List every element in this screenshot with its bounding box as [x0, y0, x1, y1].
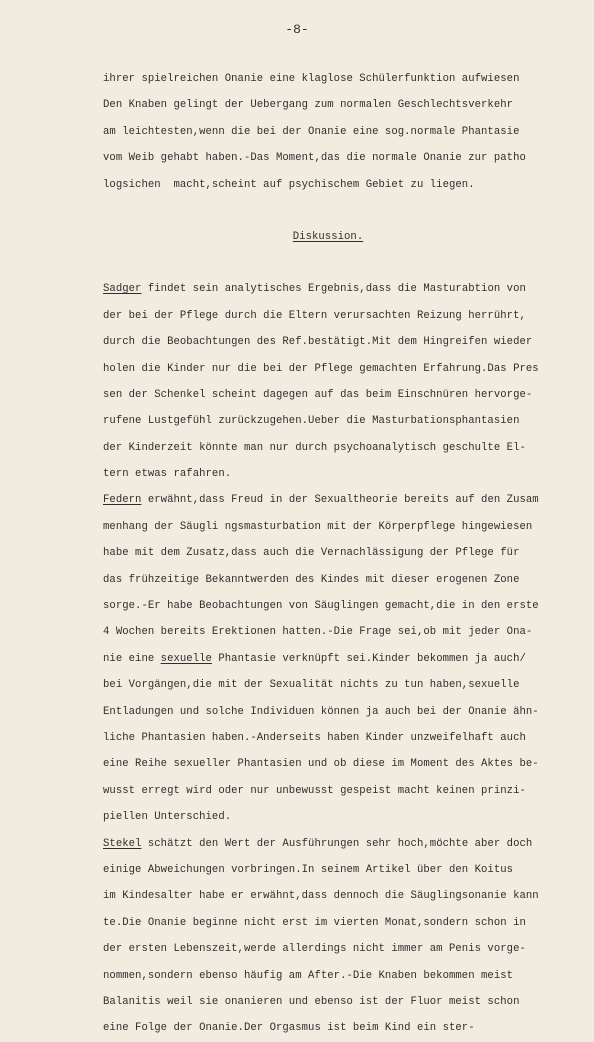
text-line: wusst erregt wird oder nur unbewusst gespeist macht keinen prinzi- — [103, 784, 526, 797]
text-line — [103, 276, 573, 302]
text-line: einige Abweichungen vorbringen.In seinem Artikel über den Koitus — [103, 863, 514, 876]
speaker-name: Sadger — [103, 283, 142, 296]
text-line: sorge.-Er habe Beobachtungen von Säuglingen gemacht,die in den erste — [103, 600, 539, 613]
text-line: sen der Schenkel scheint dagegen auf das beim Einschnüren hervorge- — [103, 388, 533, 401]
speaker-name: Federn — [103, 494, 142, 507]
text-line — [103, 646, 573, 672]
text-line: menhang der Säugli ngsmasturbation mit der Körperpflege hingewiesen — [103, 520, 533, 533]
text-line: ihrer spielreichen Onanie eine klaglose Schülerfunktion aufwiesen — [103, 73, 520, 85]
text-line: Den Knaben gelingt der Uebergang zum normalen Geschlechtsverkehr — [103, 99, 514, 112]
text-line: der ersten Lebenszeit,werde allerdings nicht immer am Penis vorge- — [103, 943, 526, 956]
text-line: rufene Lustgefühl zurückzugehen.Ueber die Masturbationsphantasien — [103, 415, 520, 428]
text-line — [103, 487, 573, 513]
text-line: vom Weib gehabt haben.-Das Moment,das die normale Onanie zur patho — [103, 152, 526, 165]
underlined-term: sexuelle — [160, 652, 212, 665]
text-line: das frühzeitige Bekanntwerden des Kindes mit dieser erogenen Zone — [103, 573, 520, 586]
text-line: Entladungen und solche Individuen können ja auch bei der Onanie ähn- — [103, 705, 539, 718]
text-line: durch die Beobachtungen des Ref.bestätigt.Mit dem Hingreifen wieder — [103, 336, 533, 349]
text-line: im Kindesalter habe er erwähnt,dass dennoch die Säuglingsonanie kann — [103, 890, 539, 903]
speaker-name: Stekel — [103, 837, 142, 850]
text-line: liche Phantasien haben.-Anderseits haben Kinder unzweifelhaft auch — [103, 731, 526, 744]
text-fragment: Phantasie verknüpft sei.Kinder bekommen ja auch/ — [211, 652, 526, 665]
text-fragment: erwähnt,dass Freud in der Sexualtheorie bereits auf den Zusam — [141, 494, 539, 507]
text-line: am leichtesten,wenn die bei der Onanie eine sog.normale Phantasie — [103, 125, 520, 138]
page-number: -8- — [285, 22, 309, 37]
text-line: nommen,sondern ebenso häufig am After.-Die Knaben bekommen meist — [103, 969, 514, 982]
text-line: der bei der Pflege durch die Eltern verursachten Reizung herrührt, — [103, 309, 526, 322]
text-line: 4 Wochen bereits Erektionen hatten.-Die Frage sei,ob mit jeder Ona- — [103, 626, 533, 639]
text-line: bei Vorgängen,die mit der Sexualität nichts zu tun haben,sexuelle — [103, 679, 520, 692]
text-line: eine Reihe sexueller Phantasien und ob diese im Moment des Aktes be- — [103, 758, 539, 771]
text-line: logsichen macht,scheint auf psychischem Gebiet zu liegen. — [103, 178, 475, 191]
text-line: tern etwas rafahren. — [103, 468, 232, 481]
text-line: Balanitis weil sie onanieren und ebenso ist der Fluor meist schon — [103, 995, 520, 1008]
text-line: habe mit dem Zusatz,dass auch die Vernachlässigung der Pflege für — [103, 547, 520, 560]
text-line: piellen Unterschied. — [103, 811, 232, 824]
text-line — [103, 831, 573, 857]
section-heading-text: Diskussion. — [292, 230, 364, 243]
text-line: der Kinderzeit könnte man nur durch psychoanalytisch geschulte El- — [103, 441, 526, 454]
text-line: eine Folge der Onanie.Der Orgasmus ist beim Kind ein ster- — [103, 1022, 475, 1035]
text-fragment: nie eine — [103, 652, 161, 665]
text-fragment: schätzt den Wert der Ausführungen sehr hoch,möchte aber doch — [141, 837, 533, 850]
text-line: te.Die Onanie beginne nicht erst im vierten Monat,sondern schon in — [103, 916, 526, 929]
document-body — [103, 66, 573, 1042]
text-line: holen die Kinder nur die bei der Pflege gemachten Erfahrung.Das Pres — [103, 362, 539, 375]
section-heading — [103, 224, 553, 250]
text-fragment: findet sein analytisches Ergebnis,dass die Masturabtion von — [141, 283, 526, 296]
